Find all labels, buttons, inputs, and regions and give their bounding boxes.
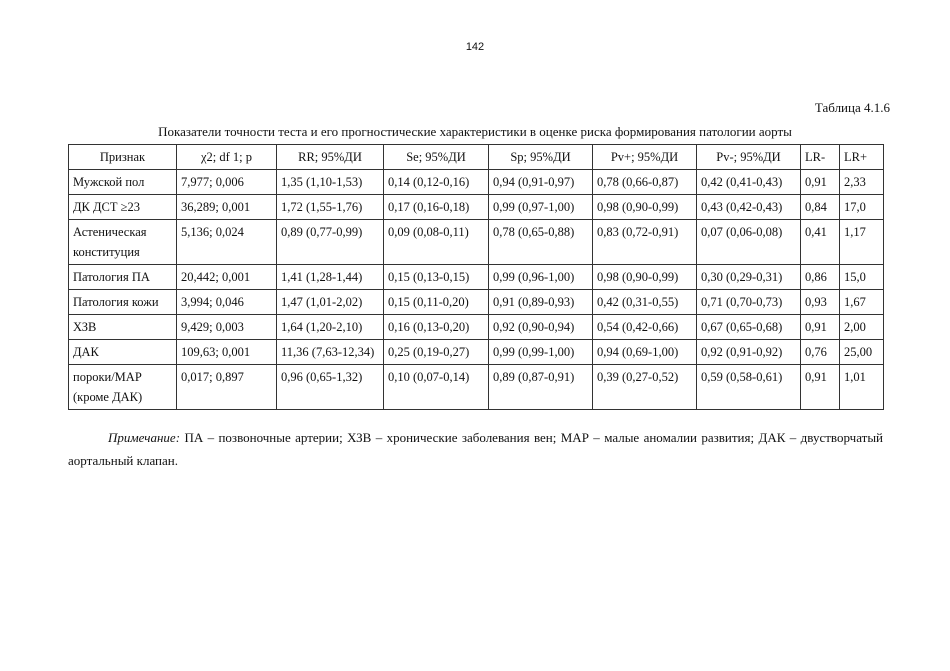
cell-pv-minus: 0,07 (0,06-0,08): [697, 220, 801, 265]
cell-pv-minus: 0,30 (0,29-0,31): [697, 265, 801, 290]
cell-chi2: 9,429; 0,003: [177, 315, 277, 340]
cell-rr: 1,72 (1,55-1,76): [277, 195, 384, 220]
cell-feature: ХЗВ: [69, 315, 177, 340]
cell-pv-plus: 0,83 (0,72-0,91): [593, 220, 697, 265]
cell-pv-minus: 0,92 (0,91-0,92): [697, 340, 801, 365]
cell-lr-plus: 17,0: [840, 195, 884, 220]
cell-se: 0,14 (0,12-0,16): [384, 170, 489, 195]
cell-pv-plus: 0,39 (0,27-0,52): [593, 365, 697, 410]
cell-rr: 0,89 (0,77-0,99): [277, 220, 384, 265]
cell-chi2: 5,136; 0,024: [177, 220, 277, 265]
cell-pv-plus: 0,94 (0,69-1,00): [593, 340, 697, 365]
cell-se: 0,10 (0,07-0,14): [384, 365, 489, 410]
table-row: [69, 195, 884, 220]
table-header-row: [69, 145, 884, 170]
cell-pv-plus: 0,98 (0,90-0,99): [593, 265, 697, 290]
cell-feature: Патология кожи: [69, 290, 177, 315]
cell-sp: 0,94 (0,91-0,97): [489, 170, 593, 195]
cell-lr-plus: 1,67: [840, 290, 884, 315]
cell-se: 0,17 (0,16-0,18): [384, 195, 489, 220]
cell-feature: ДАК: [69, 340, 177, 365]
cell-lr-minus: 0,91: [801, 170, 840, 195]
cell-lr-plus: 1,01: [840, 365, 884, 410]
cell-rr: 11,36 (7,63-12,34): [277, 340, 384, 365]
header-lr-minus: LR-: [801, 145, 840, 170]
cell-feature: ДК ДСТ ≥23: [69, 195, 177, 220]
cell-sp: 0,99 (0,97-1,00): [489, 195, 593, 220]
table-caption: Показатели точности теста и его прогностические характеристики в оценке риска формирования патологии аорты: [158, 124, 792, 139]
cell-pv-plus: 0,42 (0,31-0,55): [593, 290, 697, 315]
cell-sp: 0,92 (0,90-0,94): [489, 315, 593, 340]
note-label: Примечание:: [108, 430, 181, 445]
cell-chi2: 109,63; 0,001: [177, 340, 277, 365]
cell-lr-minus: 0,93: [801, 290, 840, 315]
page-number: 142: [465, 41, 485, 53]
cell-chi2: 20,442; 0,001: [177, 265, 277, 290]
cell-feature: Мужской пол: [69, 170, 177, 195]
cell-chi2: 36,289; 0,001: [177, 195, 277, 220]
header-se: Se; 95%ДИ: [384, 145, 489, 170]
cell-rr: 0,96 (0,65-1,32): [277, 365, 384, 410]
cell-pv-plus: 0,78 (0,66-0,87): [593, 170, 697, 195]
table-row: [69, 290, 884, 315]
cell-pv-minus: 0,71 (0,70-0,73): [697, 290, 801, 315]
cell-chi2: 7,977; 0,006: [177, 170, 277, 195]
header-pv-plus: Pv+; 95%ДИ: [593, 145, 697, 170]
cell-se: 0,15 (0,11-0,20): [384, 290, 489, 315]
table-row: [69, 315, 884, 340]
cell-rr: 1,64 (1,20-2,10): [277, 315, 384, 340]
cell-se: 0,16 (0,13-0,20): [384, 315, 489, 340]
table-row: [69, 220, 884, 265]
cell-sp: 0,99 (0,99-1,00): [489, 340, 593, 365]
data-table: [68, 144, 884, 410]
header-chi2: χ2; df 1; p: [177, 145, 277, 170]
header-lr-plus: LR+: [840, 145, 884, 170]
table-label: Таблица 4.1.6: [814, 100, 890, 115]
table-row: [69, 265, 884, 290]
cell-feature: пороки/МАР (кроме ДАК): [69, 365, 177, 410]
cell-sp: 0,99 (0,96-1,00): [489, 265, 593, 290]
cell-feature: Астеническая конституция: [69, 220, 177, 265]
table-row: [69, 340, 884, 365]
cell-sp: 0,91 (0,89-0,93): [489, 290, 593, 315]
table-row: [69, 170, 884, 195]
cell-feature: Патология ПА: [69, 265, 177, 290]
cell-lr-plus: 15,0: [840, 265, 884, 290]
table-note: [68, 426, 883, 472]
cell-pv-plus: 0,98 (0,90-0,99): [593, 195, 697, 220]
cell-rr: 1,35 (1,10-1,53): [277, 170, 384, 195]
cell-lr-plus: 2,00: [840, 315, 884, 340]
cell-rr: 1,41 (1,28-1,44): [277, 265, 384, 290]
cell-se: 0,25 (0,19-0,27): [384, 340, 489, 365]
cell-lr-minus: 0,76: [801, 340, 840, 365]
cell-lr-plus: 2,33: [840, 170, 884, 195]
cell-lr-minus: 0,91: [801, 365, 840, 410]
cell-chi2: 0,017; 0,897: [177, 365, 277, 410]
cell-sp: 0,78 (0,65-0,88): [489, 220, 593, 265]
cell-pv-minus: 0,43 (0,42-0,43): [697, 195, 801, 220]
cell-lr-minus: 0,84: [801, 195, 840, 220]
note-text: ПА – позвоночные артерии; ХЗВ – хронические заболевания вен; МАР – малые аномалии развития; ДАК – двустворчатый аортальный клапан.: [68, 430, 884, 468]
header-pv-minus: Pv-; 95%ДИ: [697, 145, 801, 170]
table-row: [69, 365, 884, 410]
cell-lr-minus: 0,91: [801, 315, 840, 340]
header-feature: Признак: [69, 145, 177, 170]
cell-lr-plus: 1,17: [840, 220, 884, 265]
cell-rr: 1,47 (1,01-2,02): [277, 290, 384, 315]
cell-pv-minus: 0,67 (0,65-0,68): [697, 315, 801, 340]
header-sp: Sp; 95%ДИ: [489, 145, 593, 170]
cell-pv-plus: 0,54 (0,42-0,66): [593, 315, 697, 340]
cell-chi2: 3,994; 0,046: [177, 290, 277, 315]
cell-lr-minus: 0,86: [801, 265, 840, 290]
cell-se: 0,09 (0,08-0,11): [384, 220, 489, 265]
cell-pv-minus: 0,59 (0,58-0,61): [697, 365, 801, 410]
cell-sp: 0,89 (0,87-0,91): [489, 365, 593, 410]
cell-lr-minus: 0,41: [801, 220, 840, 265]
header-rr: RR; 95%ДИ: [277, 145, 384, 170]
cell-se: 0,15 (0,13-0,15): [384, 265, 489, 290]
cell-lr-plus: 25,00: [840, 340, 884, 365]
cell-pv-minus: 0,42 (0,41-0,43): [697, 170, 801, 195]
